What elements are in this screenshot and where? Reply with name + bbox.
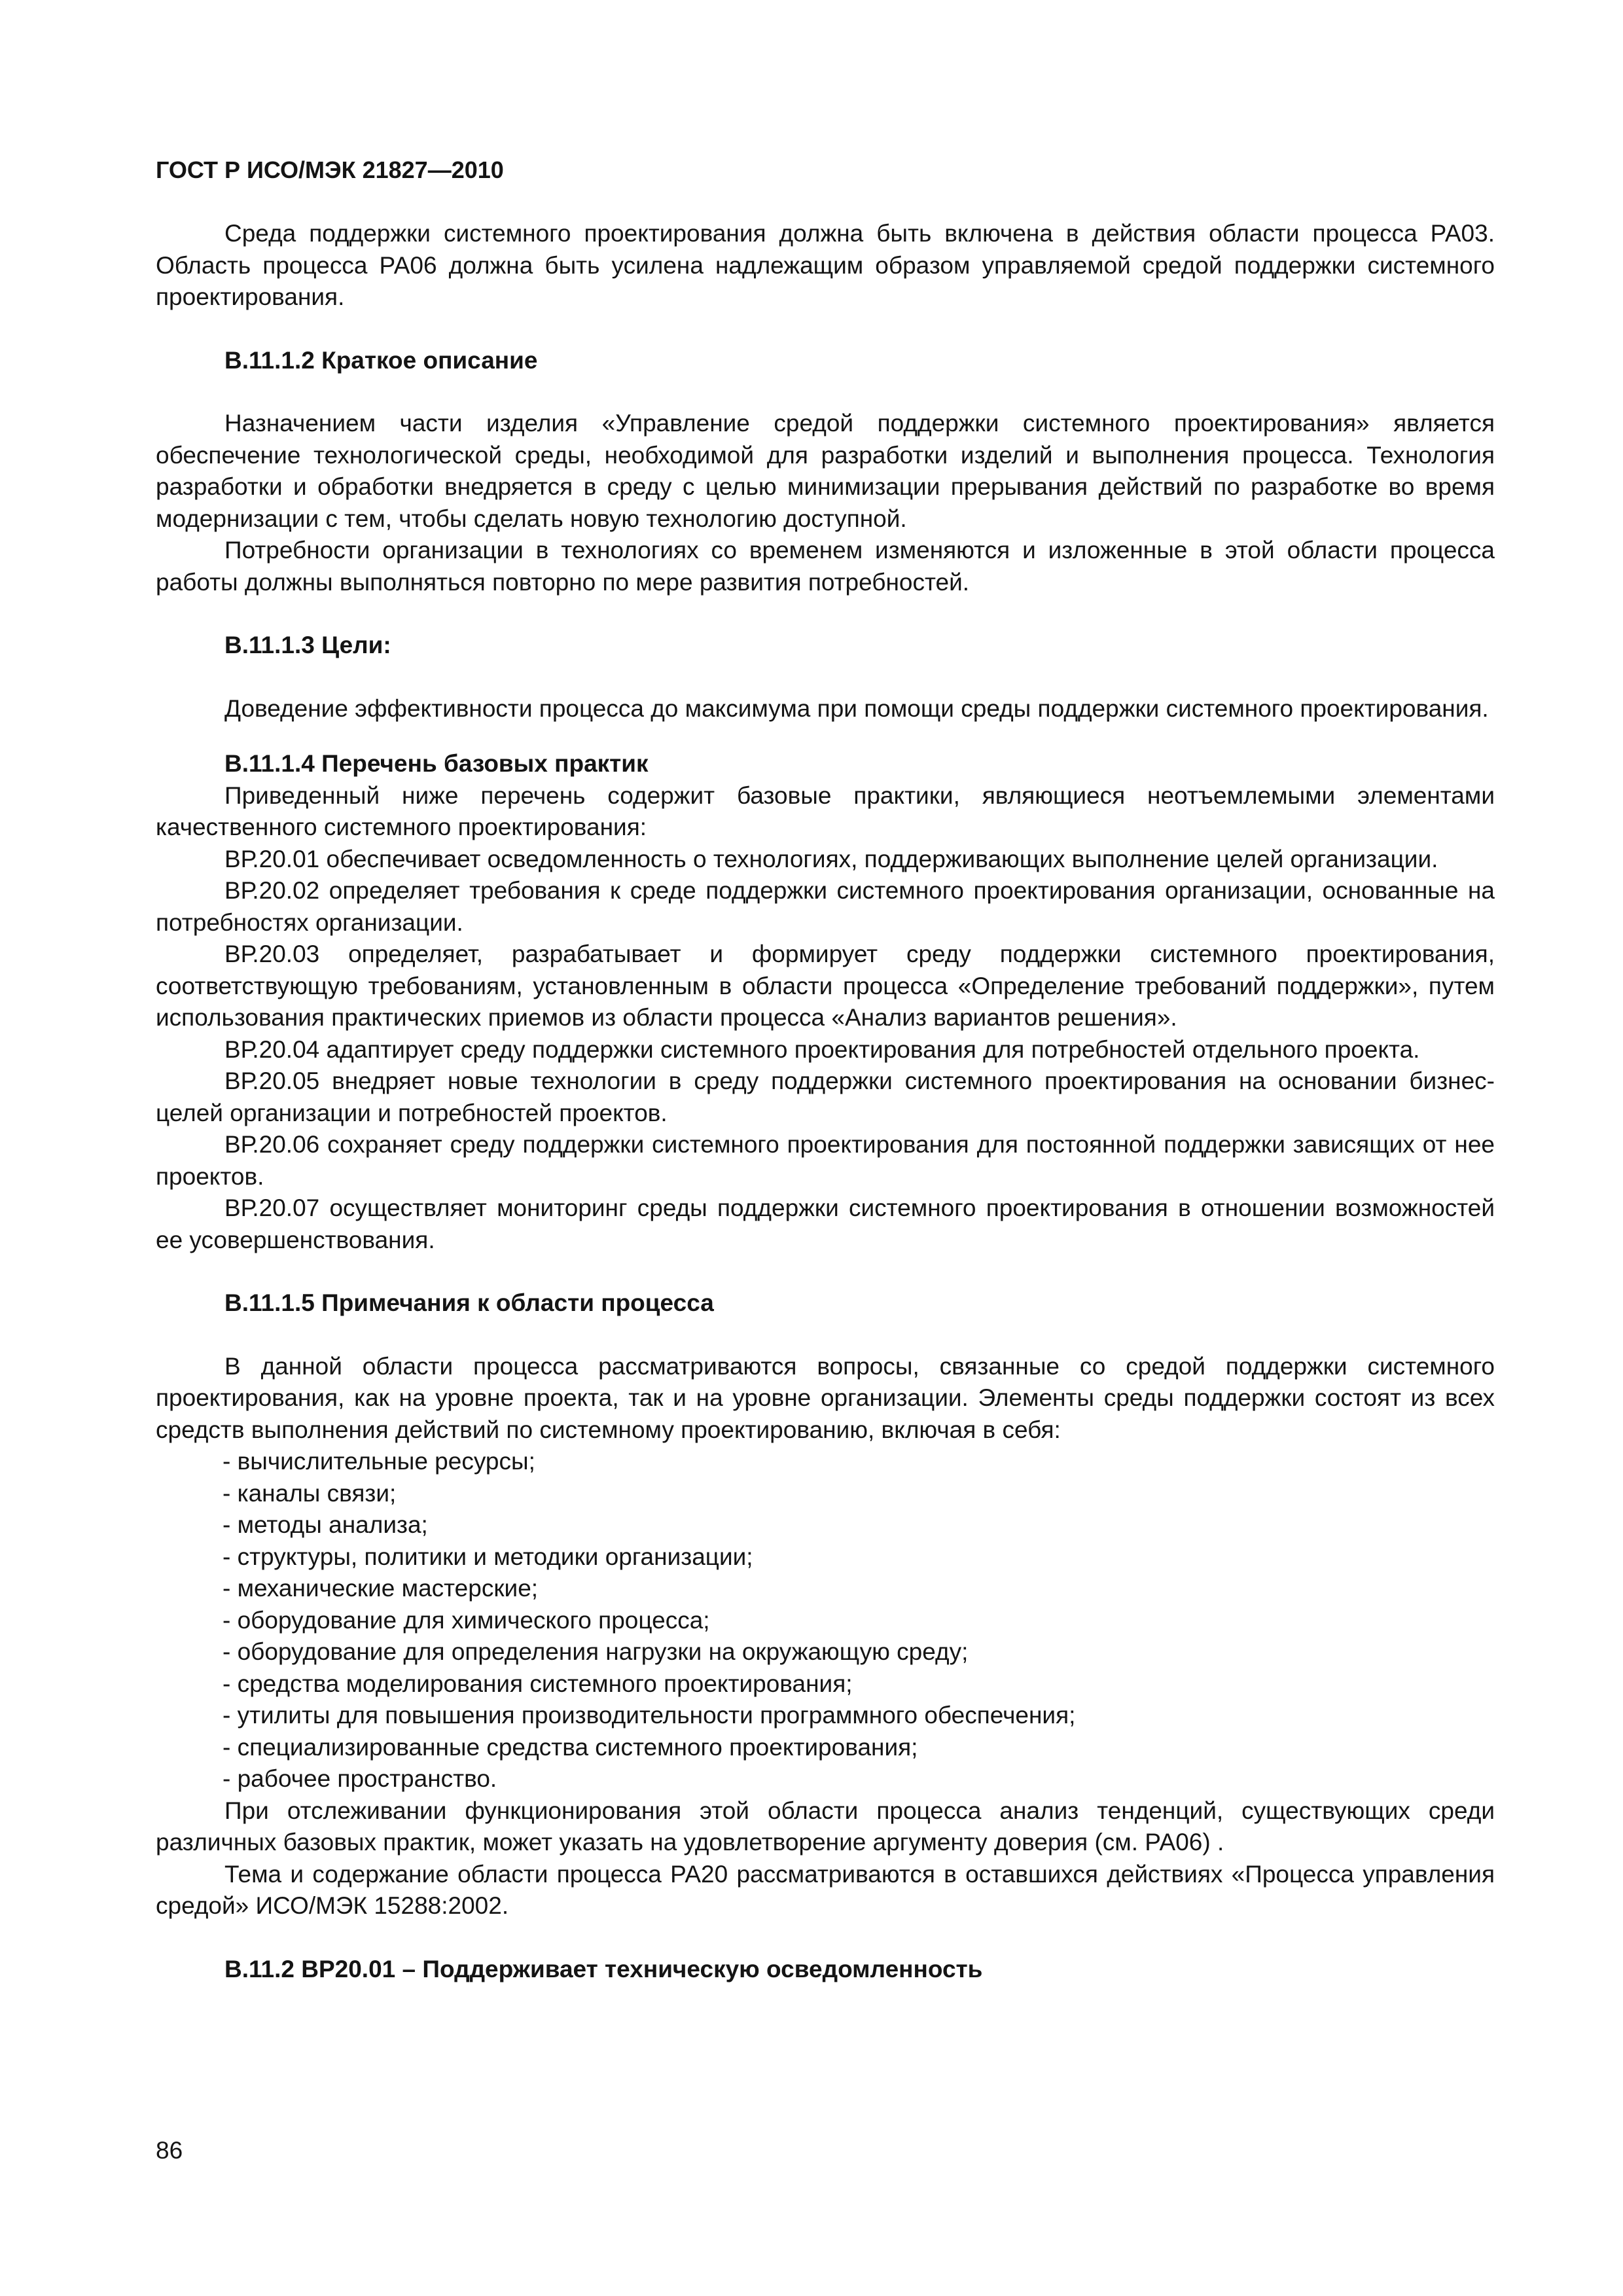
list-item: - средства моделирования системного проектирования;: [223, 1670, 853, 1697]
section-heading-base-practices: В.11.1.4 Перечень базовых практик: [224, 750, 649, 777]
intro-paragraph: Среда поддержки системного проектирования должна быть включена в действия области процесса РА03. Область процесса РА06 должна быть усилена надлежащим образом управляемой средой поддержки системного проектирования.: [156, 220, 1495, 310]
paragraph: При отслеживании функционирования этой области процесса анализ тенденций, существующих среди различных базовых практик, может указать на удовлетворение аргументу доверия (см. РА06) .: [156, 1797, 1495, 1856]
base-practice-item: ВР.20.03 определяет, разрабатывает и формирует среду поддержки системного проектирования, соответствующую требованиям, установленным в области процесса «Определение требований поддержки», путем использования практических приемов из области процесса «Анализ вариантов решения».: [156, 941, 1495, 1031]
list-item: - методы анализа;: [223, 1511, 428, 1538]
list-item: - специализированные средства системного проектирования;: [223, 1733, 918, 1761]
base-practice-item: ВР.20.02 определяет требования к среде поддержки системного проектирования организации, основанные на потребностях организации.: [156, 877, 1495, 936]
list-item: - оборудование для определения нагрузки на окружающую среду;: [223, 1638, 969, 1665]
list-item: - вычислительные ресурсы;: [223, 1448, 535, 1475]
paragraph: Приведенный ниже перечень содержит базовые практики, являющиеся неотъемлемыми элементами качественного системного проектирования:: [156, 781, 1495, 840]
section-heading-bp2001: В.11.2 ВР20.01 – Поддерживает техническую осведомленность: [224, 1955, 983, 1982]
section-heading-summary: В.11.1.2 Краткое описание: [224, 346, 538, 374]
section-heading-notes: В.11.1.5 Примечания к области процесса: [224, 1289, 714, 1316]
page-number: 86: [156, 2137, 183, 2164]
base-practice-item: ВР.20.06 сохраняет среду поддержки системного проектирования для постоянной поддержки зависящих от нее проектов.: [156, 1131, 1495, 1190]
list-item: - утилиты для повышения производительности программного обеспечения;: [223, 1702, 1076, 1729]
list-item: - механические мастерские;: [223, 1575, 539, 1602]
page-content: [156, 218, 1495, 1985]
list-item: - рабочее пространство.: [223, 1765, 497, 1792]
support-elements-list: [156, 1446, 1495, 1795]
paragraph: Потребности организации в технологиях со временем изменяются и изложенные в этой области процесса работы должны выполняться повторно по мере развития потребностей.: [156, 537, 1495, 596]
paragraph: Доведение эффективности процесса до максимума при помощи среды поддержки системного проектирования.: [224, 694, 1489, 722]
section-heading-goals: В.11.1.3 Цели:: [224, 632, 391, 658]
base-practice-item: ВР.20.01 обеспечивает осведомленность о технологиях, поддерживающих выполнение целей организации.: [224, 845, 1438, 872]
list-item: - оборудование для химического процесса;: [223, 1606, 710, 1634]
paragraph: Тема и содержание области процесса РА20 рассматриваются в оставшихся действиях «Процесса управления средой» ИСО/МЭК 15288:2002.: [156, 1860, 1495, 1919]
paragraph: В данной области процесса рассматриваются вопросы, связанные со средой поддержки системного проектирования, как на уровне проекта, так и на уровне организации. Элементы среды поддержки состоят из всех средств выполнения действий по системному проектированию, включая в себя:: [156, 1352, 1495, 1443]
list-item: - структуры, политики и методики организации;: [223, 1543, 753, 1570]
base-practice-item: ВР.20.04 адаптирует среду поддержки системного проектирования для потребностей отдельного проекта.: [224, 1035, 1420, 1063]
base-practice-item: ВР.20.05 внедряет новые технологии в среду поддержки системного проектирования на основании бизнес-целей организации и потребностей проектов.: [156, 1067, 1495, 1126]
list-item: - каналы связи;: [223, 1479, 397, 1507]
base-practice-item: ВР.20.07 осуществляет мониторинг среды поддержки системного проектирования в отношении возможностей ее усовершенствования.: [156, 1194, 1495, 1253]
paragraph: Назначением части изделия «Управление средой поддержки системного проектирования» является обеспечение технологической среды, необходимой для разработки изделий и выполнения процесса. Технология разработки и обработки внедряется в среду с целью минимизации прерывания действий по разработке во время модернизации с тем, чтобы сделать новую технологию доступной.: [156, 410, 1495, 532]
document-header: ГОСТ Р ИСО/МЭК 21827—2010: [156, 156, 504, 183]
